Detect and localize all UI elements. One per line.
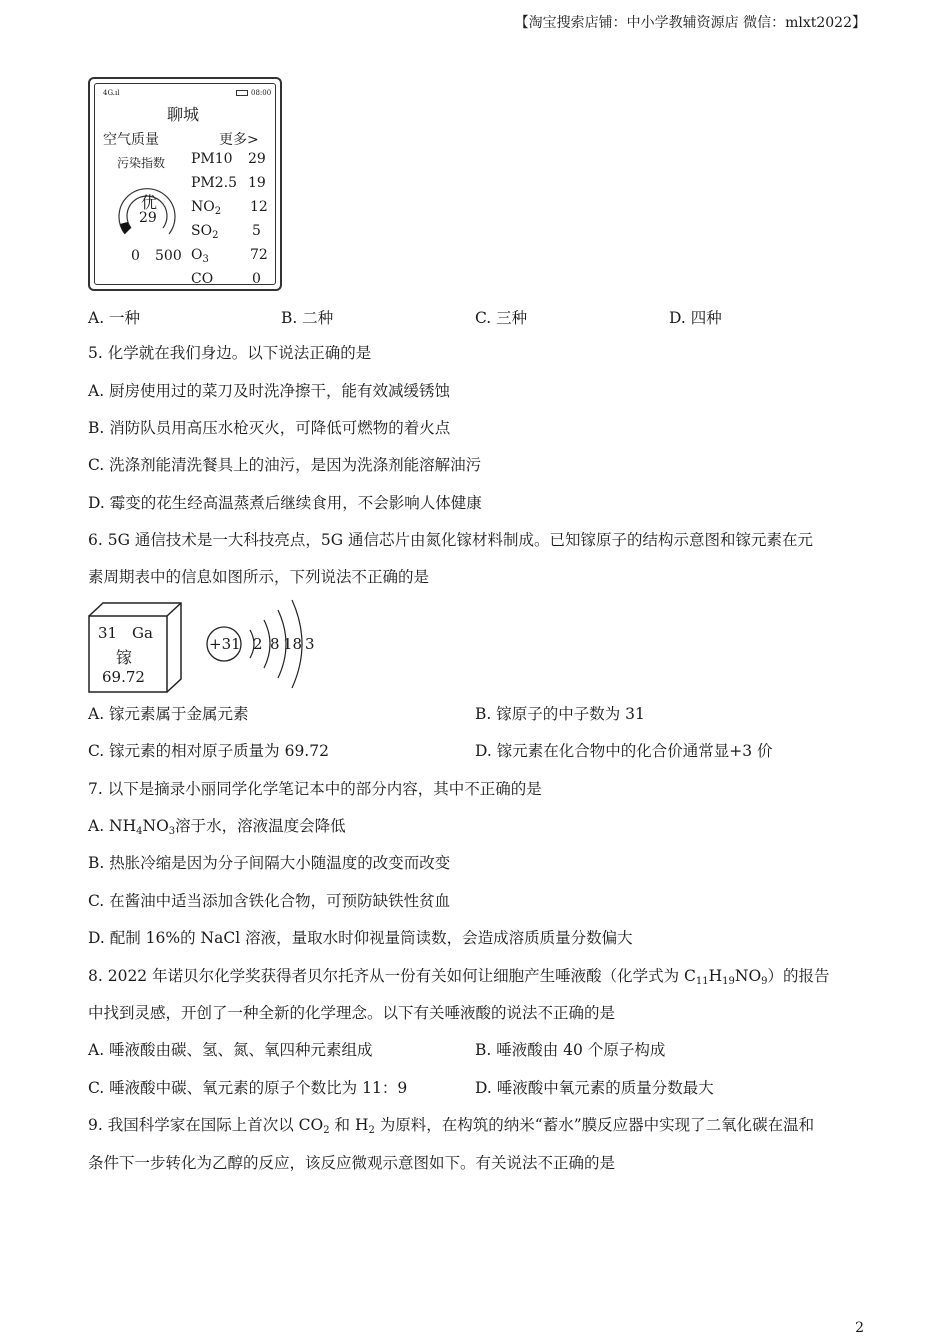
pollutant-name-pm25: PM2.5 (191, 175, 238, 191)
q4-option-c: C. 三种 (475, 309, 528, 327)
q7-option-c: C. 在酱油中适当添加含铁化合物，可预防缺铁性贫血 (88, 892, 451, 910)
gauge-max: 500 (155, 248, 182, 264)
pollutant-value-o3: 72 (250, 247, 268, 263)
element-symbol: Ga (132, 624, 153, 642)
element-atomic-number: 31 (98, 624, 118, 642)
q6-stem-line2: 素周期表中的信息如图所示，下列说法不正确的是 (88, 568, 430, 586)
shop-note-header: 【淘宝搜索店铺：中小学教辅资源店 微信：mlxt2022】 (514, 15, 866, 31)
gauge-min: 0 (131, 248, 140, 264)
atom-shell-2: 8 (270, 635, 280, 653)
element-name: 镓 (116, 648, 133, 667)
q4-option-d: D. 四种 (669, 309, 722, 327)
q8-option-a: A. 唾液酸由碳、氢、氮、氧四种元素组成 (88, 1041, 373, 1059)
q5-option-d: D. 霉变的花生经高温蒸煮后继续食用，不会影响人体健康 (88, 494, 482, 512)
q6-option-c: C. 镓元素的相对原子质量为 69.72 (88, 742, 329, 760)
q8-stem-line2: 中找到灵感，开创了一种全新的化学理念。以下有关唾液酸的说法不正确的是 (88, 1004, 616, 1022)
page-number: 2 (855, 1320, 864, 1336)
air-quality-phone-figure (88, 77, 282, 291)
atom-shell-3: 18 (283, 635, 303, 653)
phone-screen (94, 83, 276, 285)
atom-nucleus-charge: +31 (209, 635, 241, 653)
q7-option-a: A. $NH_4NO_3$溶于水，溶液温度会降低 (88, 817, 346, 837)
pollution-index-label: 污染指数 (117, 156, 166, 170)
pollutant-value-no2: 12 (250, 199, 268, 215)
pollutant-name-co: CO (191, 271, 214, 287)
q9-stem-line1: 9. 我国科学家在国际上首次以 $CO_2$ 和 $H_2$ 为原料，在构筑的纳米“蓄水”膜反应器中实现了二氧化碳在温和 (88, 1116, 815, 1136)
gallium-element-card (88, 602, 184, 698)
signal-indicator: 4G.ıl (103, 89, 120, 97)
clock-time: 08:00 (251, 89, 272, 97)
q5-stem: 5. 化学就在我们身边。以下说法正确的是 (88, 344, 372, 362)
pollutant-name-pm10: PM10 (191, 151, 233, 167)
q4-option-a: A. 一种 (88, 309, 141, 327)
q5-option-a: A. 厨房使用过的菜刀及时洗净擦干，能有效减缓锈蚀 (88, 382, 451, 400)
gauge-fill (120, 222, 131, 234)
gallium-atom-structure (204, 596, 324, 696)
q5-option-c: C. 洗涤剂能清洗餐具上的油污，是因为洗涤剂能溶解油污 (88, 456, 482, 474)
q8-option-b: B. 唾液酸由 40 个原子构成 (475, 1041, 666, 1059)
pollutant-value-so2: 5 (252, 223, 261, 239)
battery-icon (236, 90, 248, 96)
pollutant-name-no2: $NO_2$ (191, 199, 222, 217)
q4-option-b: B. 二种 (281, 309, 334, 327)
q6-option-a: A. 镓元素属于金属元素 (88, 705, 249, 723)
atom-shell-1: 2 (253, 635, 263, 653)
gauge-value: 29 (139, 210, 157, 226)
q9-stem-line2: 条件下一步转化为乙醇的反应，该反应微观示意图如下。有关说法不正确的是 (88, 1154, 616, 1172)
air-quality-label: 空气质量 (103, 132, 159, 148)
q8-option-c: C. 唾液酸中碳、氧元素的原子个数比为 11：9 (88, 1079, 408, 1097)
atom-shell-4: 3 (305, 635, 315, 653)
pollutant-name-so2: $SO_2$ (191, 223, 219, 241)
element-atomic-mass: 69.72 (102, 668, 145, 686)
pollutant-value-pm10: 29 (248, 151, 266, 167)
q7-stem: 7. 以下是摘录小丽同学化学笔记本中的部分内容，其中不正确的是 (88, 780, 542, 798)
q7-option-d: D. 配制 16%的 NaCl 溶液，量取水时仰视量筒读数，会造成溶质质量分数偏大 (88, 929, 633, 947)
gauge-grade: 优 (141, 193, 158, 212)
q6-option-b: B. 镓原子的中子数为 31 (475, 705, 645, 723)
q8-stem-line1: 8. 2022 年诺贝尔化学奖获得者贝尔托齐从一份有关如何让细胞产生唾液酸（化学式为 $C_{11}H_{19}NO_9$）的报告 (88, 967, 830, 987)
q6-option-d: D. 镓元素在化合物中的化合价通常显+3 价 (475, 742, 773, 760)
q8-option-d: D. 唾液酸中氧元素的质量分数最大 (475, 1079, 714, 1097)
more-link: 更多> (219, 132, 259, 148)
pollutant-name-o3: $O_3$ (191, 247, 209, 265)
pollutant-value-pm25: 19 (248, 175, 266, 191)
q7-option-b: B. 热胀冷缩是因为分子间隔大小随温度的改变而改变 (88, 854, 451, 872)
q5-option-b: B. 消防队员用高压水枪灭火，可降低可燃物的着火点 (88, 419, 451, 437)
q6-stem-line1: 6. 5G 通信技术是一大科技亮点，5G 通信芯片由氮化镓材料制成。已知镓原子的结构示意图和镓元素在元 (88, 531, 814, 549)
pollutant-value-co: 0 (252, 271, 261, 287)
city-name: 聊城 (167, 105, 200, 124)
